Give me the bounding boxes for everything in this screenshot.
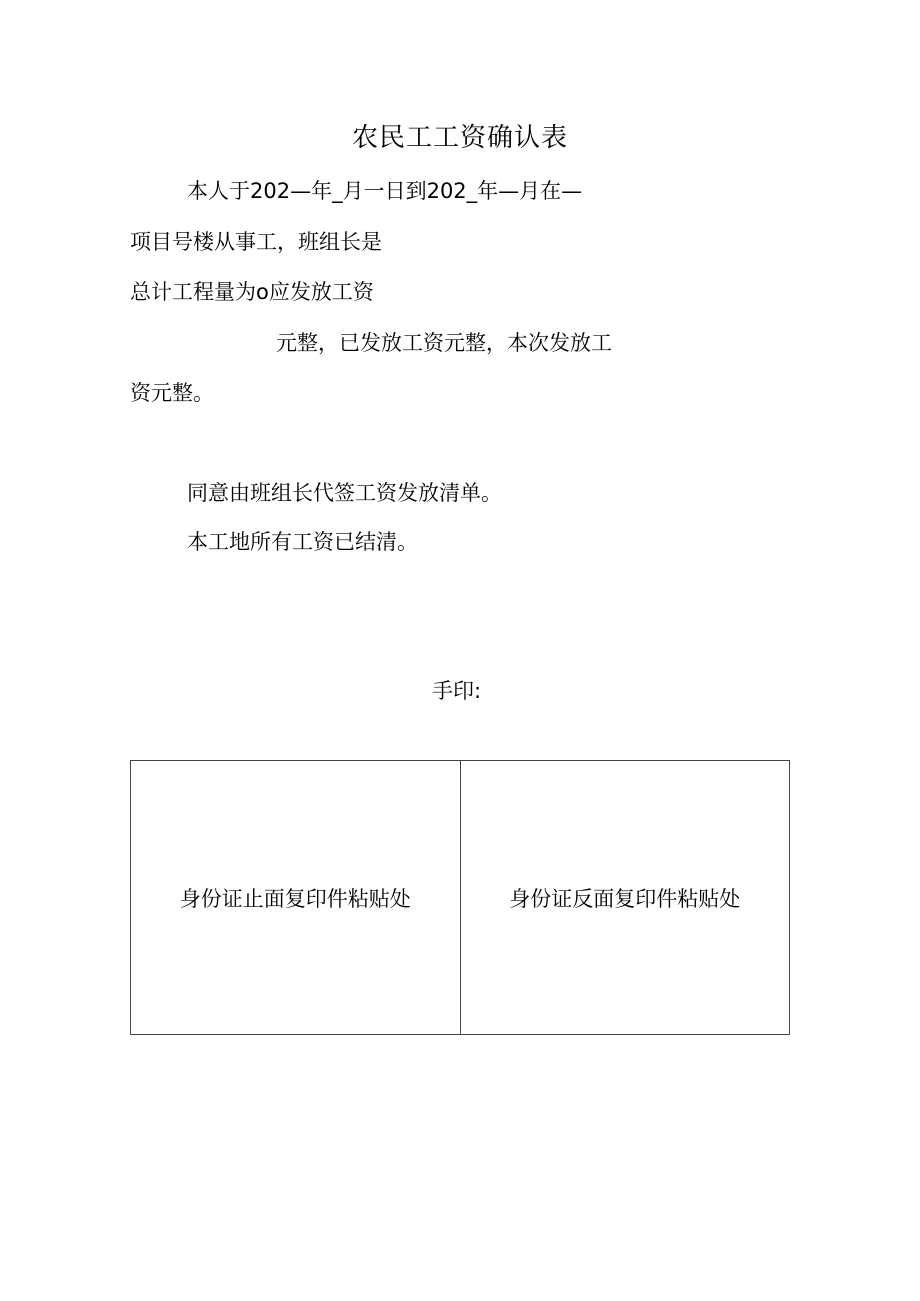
paragraph-line-project: 项目号楼从事工，班组长是 xyxy=(130,230,382,254)
statement-agree-proxy-sign: 同意由班组长代签工资发放清单。 xyxy=(187,481,502,505)
id-card-back-cell xyxy=(461,761,790,1034)
statement-wages-settled: 本工地所有工资已结清。 xyxy=(187,530,418,554)
paragraph-line-quantity: 总计工程量为o应发放工资 xyxy=(130,280,374,304)
paragraph-line-amounts: 元整，已发放工资元整，本次发放工 xyxy=(276,331,612,355)
paragraph-line-date-range: 本人于202—年_月一日到202_年—月在— xyxy=(187,179,583,203)
id-card-back-label: 身份证反面复印件粘贴处 xyxy=(509,886,741,911)
handprint-label: 手印: xyxy=(432,679,482,703)
id-card-copy-table xyxy=(130,760,790,1035)
id-card-front-cell xyxy=(131,761,461,1034)
id-card-front-label: 身份证止面复印件粘贴处 xyxy=(179,886,411,911)
document-title: 农民工工资确认表 xyxy=(351,123,568,153)
paragraph-line-amount-end: 资元整。 xyxy=(130,381,214,405)
